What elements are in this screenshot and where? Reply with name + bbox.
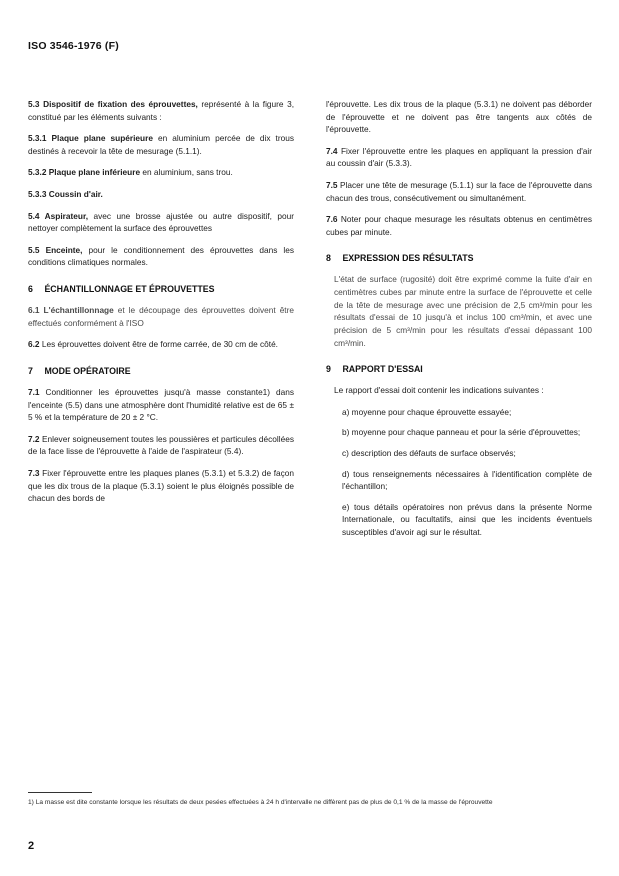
paragraph bbox=[28, 210, 294, 235]
paragraph-lead: 7.4 bbox=[326, 145, 338, 156]
left-column bbox=[28, 98, 294, 547]
list-item: e) tous détails opératoires non prévus dans la présente Norme Internationale, ou facultatifs, ainsi que les incidents éventuels susceptibles d'avoir agi sur le résultat. bbox=[342, 501, 592, 538]
paragraph bbox=[326, 145, 592, 170]
right-column bbox=[326, 98, 592, 547]
clause-heading bbox=[28, 284, 294, 294]
paragraph-text: Les éprouvettes doivent être de forme carrée, de 30 cm de côté. bbox=[39, 339, 278, 350]
clause-heading bbox=[326, 253, 592, 263]
clause-title: MODE OPÉRATOIRE bbox=[42, 365, 131, 376]
list-item: c) description des défauts de surface observés; bbox=[342, 447, 516, 458]
clause-title: RAPPORT D'ESSAI bbox=[340, 364, 423, 375]
footnote-divider bbox=[28, 792, 92, 793]
paragraph-text: Noter pour chaque mesurage les résultats obtenus en centimètres cubes par minute. bbox=[326, 214, 592, 237]
paragraph-text: Enlever soigneusement toutes les poussières et particules décollées de la face lisse de l'éprouvette à l'aide de l'aspirateur (5.4). bbox=[28, 433, 294, 457]
paragraph-text: en aluminium percée de dix trous destinés à recevoir la tête de mesurage (5.1.1). bbox=[28, 133, 294, 156]
paragraph-text: représenté à la figure 3, constitué par les éléments suivants : bbox=[28, 99, 294, 122]
paragraph-lead: 5.4 Aspirateur, bbox=[28, 210, 89, 221]
footnote-text: La masse est dite constante lorsque les résultats de deux pesées effectuées à 24 h d'intervalle ne diffèrent pas de plus de 0,1 % de la masse de l'éprouvette bbox=[35, 799, 493, 806]
paragraph-text: avec une brosse ajustée ou autre dispositif, pour nettoyer complètement la surface des éprouvettes bbox=[28, 210, 294, 234]
paragraph bbox=[326, 98, 592, 136]
paragraph-lead: 5.3.3 Coussin d'air. bbox=[28, 189, 103, 200]
paragraph-lead: 7.1 bbox=[28, 386, 40, 397]
clause-number: 9 bbox=[326, 364, 331, 375]
paragraph-lead: 7.5 bbox=[326, 180, 338, 191]
paragraph-text: et le découpage des éprouvettes doivent être effectués conformément à l'ISO bbox=[28, 305, 294, 328]
paragraph-text: Placer une tête de mesurage (5.1.1) sur la face de l'éprouvette dans chacun des trous, consécutivement ou simultanément. bbox=[326, 180, 592, 203]
paragraph bbox=[326, 179, 592, 204]
paragraph-lead: 5.3.2 Plaque plane inférieure bbox=[28, 167, 141, 178]
paragraph bbox=[28, 386, 294, 424]
two-column-body bbox=[28, 98, 593, 547]
page-header: ISO 3546-1976 (F) bbox=[28, 40, 119, 52]
clause-number: 7 bbox=[28, 365, 33, 376]
paragraph-text: Conditionner les éprouvettes jusqu'à masse constante1) dans l'enceinte (5.5) dans une atmosphère dont l'humidité relative est de 65 ± 5 % et la température de 20 ± 2 °C. bbox=[28, 386, 294, 423]
paragraph-text: Fixer l'éprouvette entre les plaques en appliquant la pression d'air au coussin d'air (5.3.3). bbox=[326, 145, 592, 169]
clause-title: ÉCHANTILLONNAGE ET ÉPROUVETTES bbox=[42, 284, 215, 295]
page-number: 2 bbox=[28, 840, 35, 852]
paragraph-lead: 7.2 bbox=[28, 433, 40, 444]
paragraph-lead: 5.3 Dispositif de fixation des éprouvettes, bbox=[28, 99, 198, 109]
paragraph bbox=[28, 132, 294, 157]
clause-number: 8 bbox=[326, 253, 331, 264]
clause-heading bbox=[326, 364, 592, 374]
paragraph bbox=[28, 467, 294, 505]
paragraph bbox=[28, 338, 294, 351]
paragraph-lead: 6.2 bbox=[28, 339, 40, 350]
paragraph: Le rapport d'essai doit contenir les indications suivantes : bbox=[334, 385, 544, 396]
paragraph-text: pour le conditionnement des éprouvettes dans les conditions climatiques normales. bbox=[28, 244, 294, 268]
footnote-marker: 1) bbox=[28, 799, 34, 806]
list-item: d) tous renseignements nécessaires à l'identification complète de l'échantillon; bbox=[342, 468, 592, 492]
list-item: a) moyenne pour chaque éprouvette essayée; bbox=[342, 406, 512, 417]
paragraph-lead: 7.6 bbox=[326, 214, 338, 225]
paragraph bbox=[326, 213, 592, 238]
paragraph-lead: 6.1 L'échantillonnage bbox=[28, 305, 114, 316]
paragraph bbox=[28, 304, 294, 329]
list-item: b) moyenne pour chaque panneau et pour la série d'éprouvettes; bbox=[342, 427, 581, 438]
paragraph: L'état de surface (rugosité) doit être exprimé comme la fuite d'air en centimètres cubes par minute entre la surface de l'éprouvette et celle de la tête de mesurage avec une précision de 2,5 cm³/min pour les résultats d'essai de 10 jusqu'à et inclus 100 cm³/min, et avec une précision de 5 cm³/min pour les résultats d'essai dépassant 100 cm³/min. bbox=[334, 274, 592, 348]
clause-number: 6 bbox=[28, 284, 33, 295]
paragraph bbox=[28, 433, 294, 458]
paragraph bbox=[28, 98, 294, 123]
paragraph-lead: 5.3.1 Plaque plane supérieure bbox=[28, 133, 153, 144]
paragraph-lead: 5.5 Enceinte, bbox=[28, 244, 83, 255]
paragraph bbox=[28, 188, 294, 201]
paragraph-text: Fixer l'éprouvette entre les plaques planes (5.3.1) et 5.3.2) de façon que les dix trous de la plaque (5.3.1) soient le plus éloignés possible de chacun des bords de bbox=[28, 467, 294, 504]
paragraph-text: en aluminium, sans trou. bbox=[140, 167, 233, 178]
paragraph-text: l'éprouvette. Les dix trous de la plaque (5.3.1) ne doivent pas déborder de l'éprouvette et ne doivent pas être tangents aux côtés de l'éprouvette. bbox=[326, 99, 592, 135]
clause-heading bbox=[28, 366, 294, 376]
footnote bbox=[28, 798, 588, 808]
paragraph bbox=[28, 244, 294, 269]
paragraph-lead: 7.3 bbox=[28, 467, 40, 478]
paragraph bbox=[28, 166, 294, 179]
clause-title: EXPRESSION DES RÉSULTATS bbox=[340, 253, 474, 264]
